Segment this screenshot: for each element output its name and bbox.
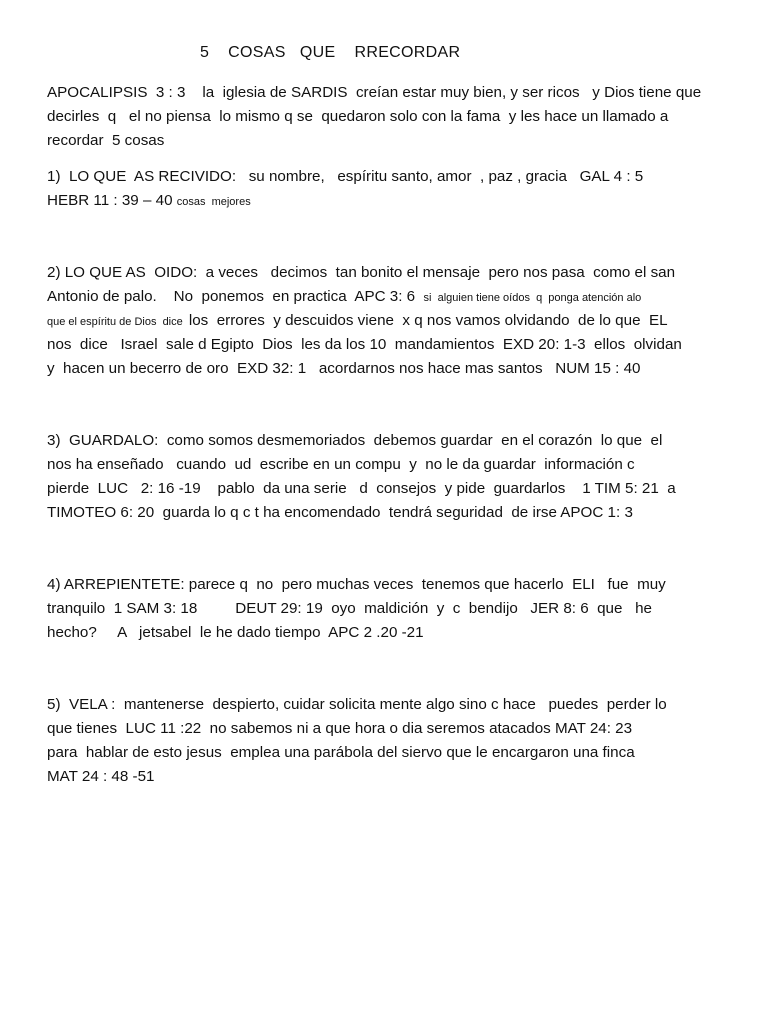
section-5-line-2: que tienes LUC 11 :22 no sabemos ni a que hora o dia seremos atacados MAT 24: 23 [47,720,633,737]
section-2-line-1: 2) LO QUE AS OIDO: a veces decimos tan bonito el mensaje pero nos pasa como el san [47,264,676,281]
section-5-line-3: para hablar de esto jesus emplea una parábola del siervo que le encargaron una finca [47,744,635,761]
intro-line-3: recordar 5 cosas [47,132,165,149]
section-4-paragraph [47,573,727,645]
section-3-paragraph [47,429,727,525]
section-4-line-2: tranquilo 1 SAM 3: 18 DEUT 29: 19 oyo maldición y c bendijo JER 8: 6 que he [47,600,653,617]
section-1-line-2 [47,189,727,213]
section-3-line-2: nos ha enseñado cuando ud escribe en un compu y no le da guardar información c [47,456,635,473]
section-3-line-3: pierde LUC 2: 16 -19 pablo da una serie d consejos y pide guardarlos 1 TIM 5: 21 a [47,480,676,497]
section-1-line-2-note: cosas mejores [176,196,251,208]
section-1-line-2-text: HEBR 11 : 39 – 40 [47,192,177,209]
section-3-line-4: TIMOTEO 6: 20 guarda lo q c t ha encomendado tendrá seguridad de irse APOC 1: 3 [47,504,633,521]
section-5-line-4: MAT 24 : 48 -51 [47,768,155,785]
section-4-line-1: 4) ARREPIENTETE: parece q no pero muchas veces tenemos que hacerlo ELI fue muy [47,576,666,593]
section-2-line-2 [47,285,727,309]
document-title: 5 COSAS QUE RRECORDAR [200,44,461,61]
section-2-line-5: y hacen un becerro de oro EXD 32: 1 acordarnos nos hace mas santos NUM 15 : 40 [47,360,641,377]
intro-paragraph [47,81,727,153]
section-4-line-3: hecho? A jetsabel le he dado tiempo APC 2 .20 -21 [47,624,424,641]
section-2-line-4: nos dice Israel sale d Egipto Dios les da los 10 mandamientos EXD 20: 1-3 ellos olvidan [47,336,682,353]
section-2-line-3-text: los errores y descuidos viene x q nos vamos olvidando de lo que EL [188,312,668,329]
section-5-paragraph [47,693,727,789]
section-2-line-2-note: si alguien tiene oídos q ponga atención alo [423,292,642,304]
section-3-line-1: 3) GUARDALO: como somos desmemoriados debemos guardar en el corazón lo que el [47,432,663,449]
section-5-line-1: 5) VELA : mantenerse despierto, cuidar solicita mente algo sino c hace puedes perder lo [47,696,667,713]
section-2-line-2-text: Antonio de palo. No ponemos en practica APC 3: 6 [47,288,424,305]
section-2-paragraph [47,261,727,381]
section-2-line-3-note: que el espíritu de Dios dice [47,316,189,328]
section-1-paragraph [47,165,727,213]
section-1-line-1: 1) LO QUE AS RECIVIDO: su nombre, espíritu santo, amor , paz , gracia GAL 4 : 5 [47,168,644,185]
section-2-line-3 [47,309,727,333]
intro-line-2: decirles q el no piensa lo mismo q se quedaron solo con la fama y les hace un llamado a [47,108,669,125]
intro-line-1: APOCALIPSIS 3 : 3 la iglesia de SARDIS creían estar muy bien, y ser ricos y Dios tiene que [47,84,702,101]
